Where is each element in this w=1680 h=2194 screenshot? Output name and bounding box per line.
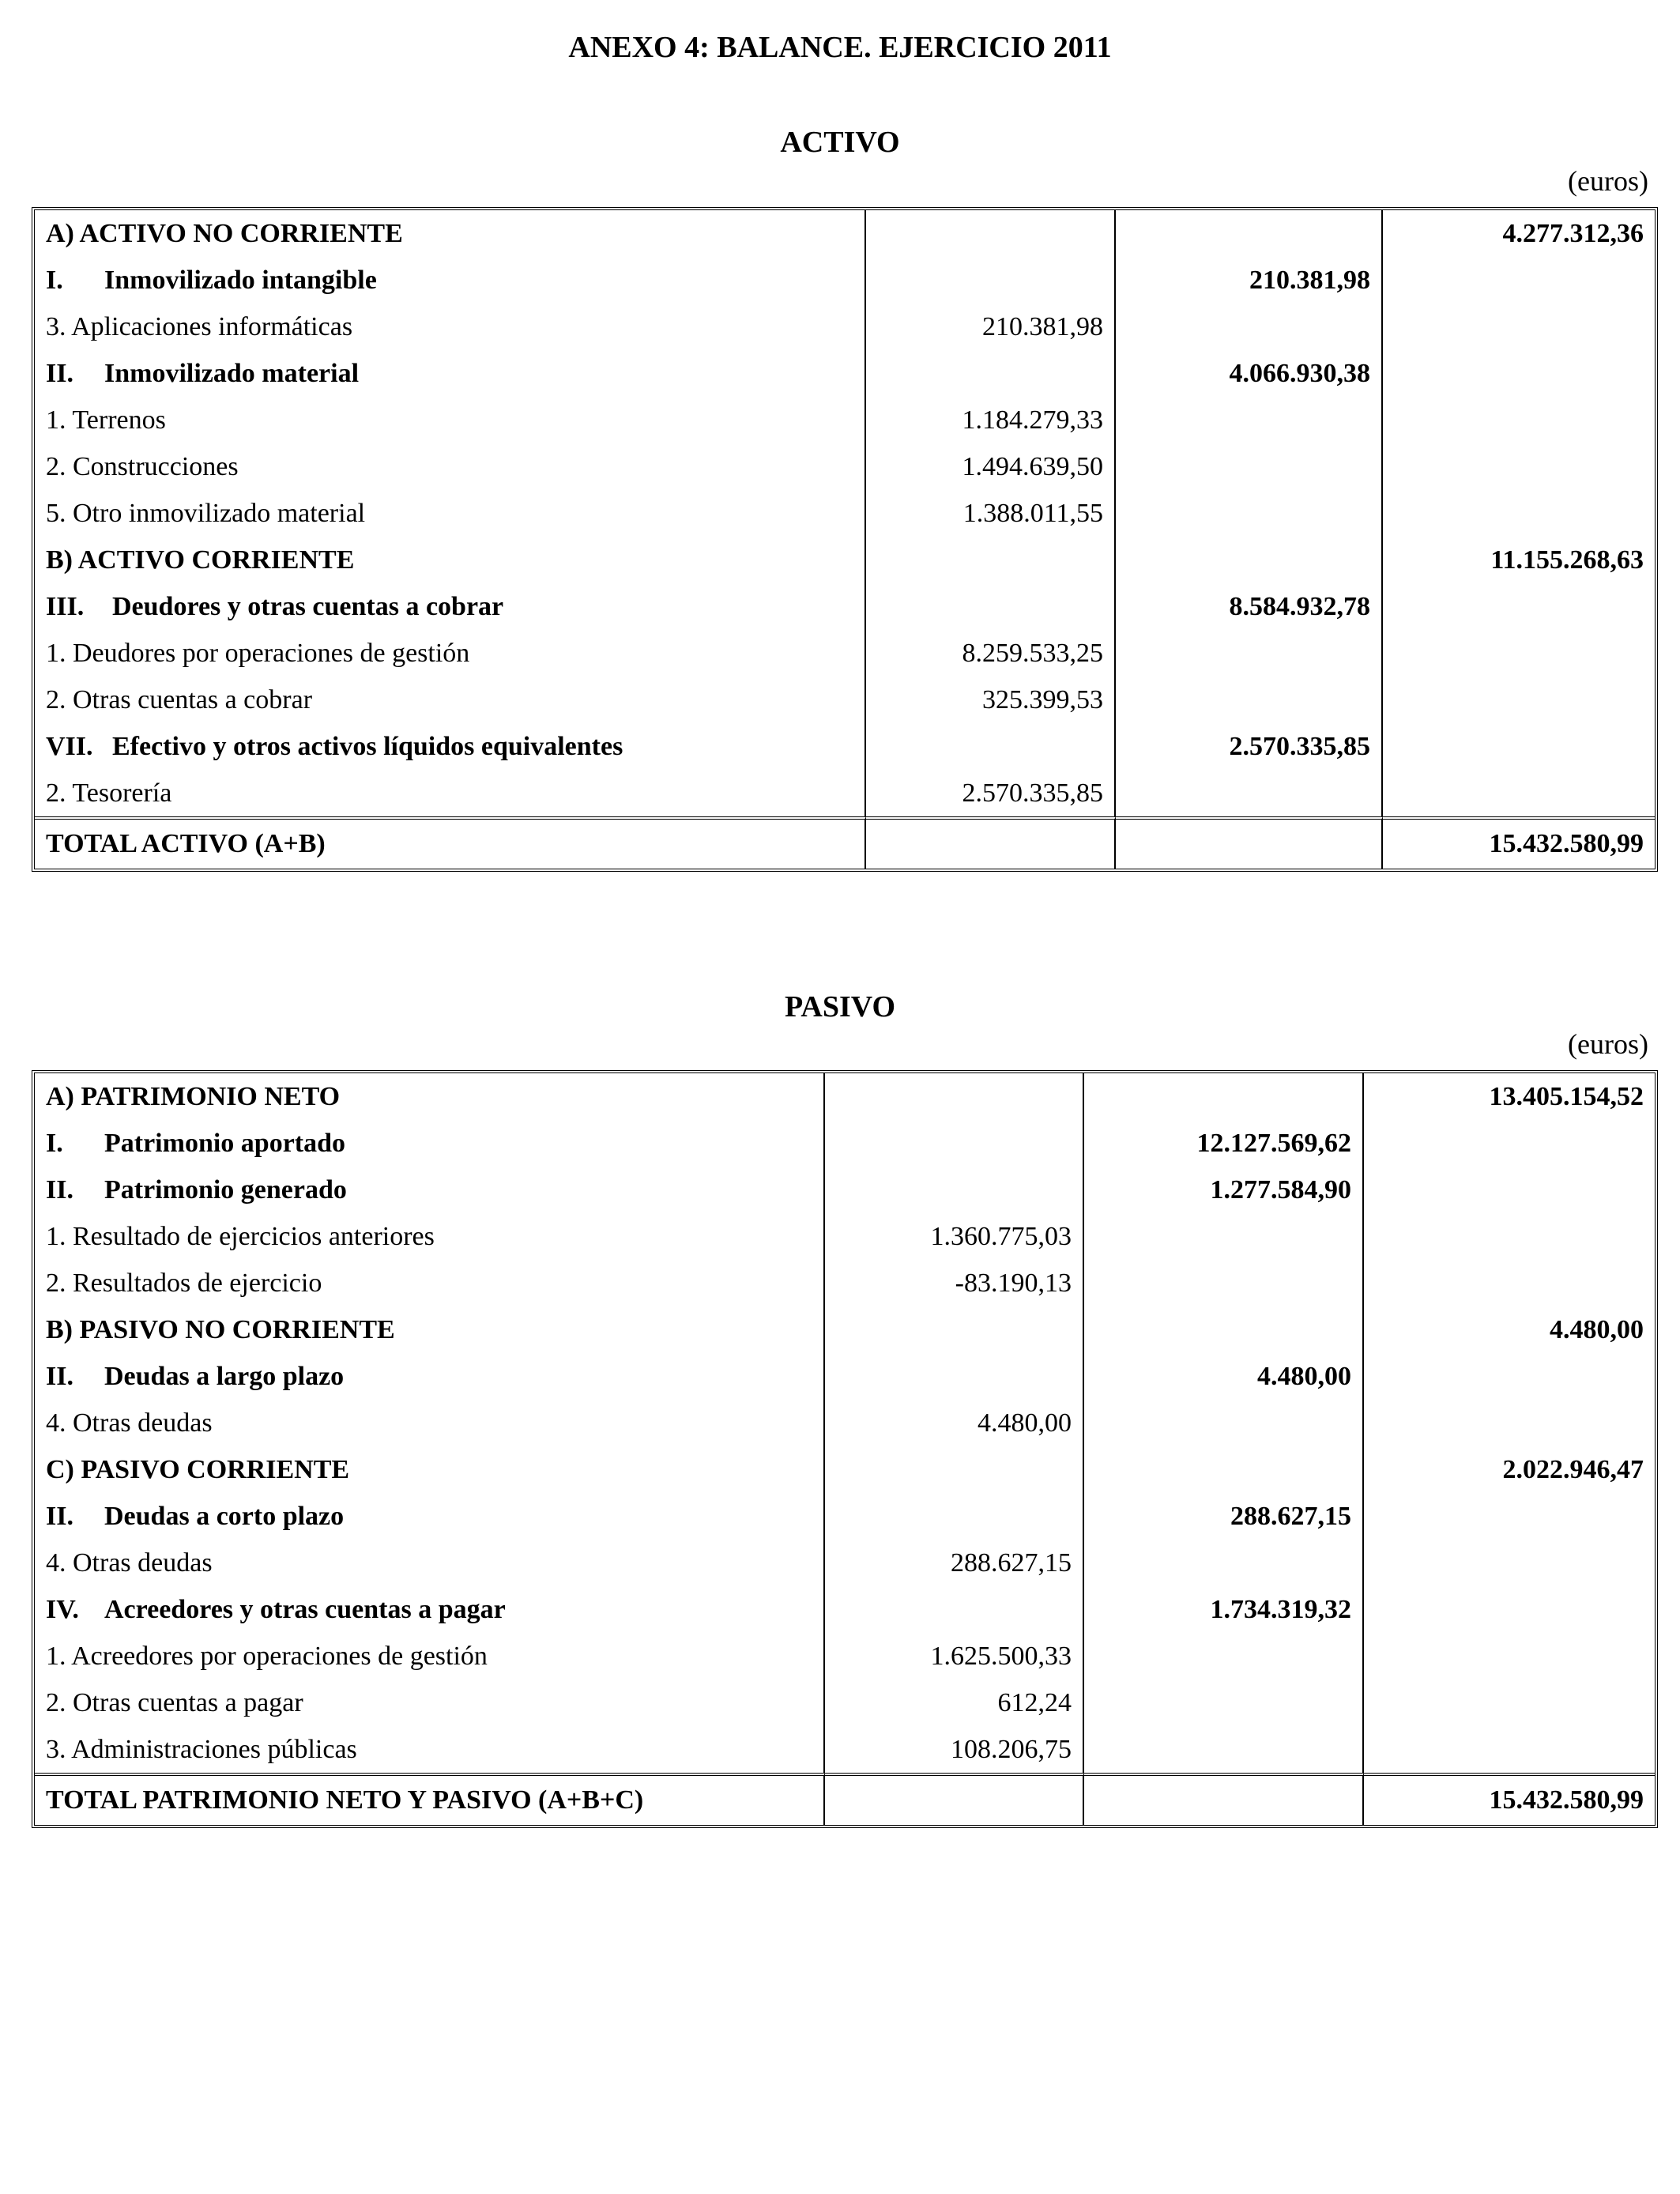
activo-heading: ACTIVO	[780, 126, 900, 159]
amount-col1: 2.570.335,85	[866, 770, 1116, 816]
table-row	[35, 1400, 1655, 1446]
table-row	[35, 257, 1655, 303]
amount-col3	[1364, 1726, 1655, 1773]
row-label	[35, 677, 866, 723]
table-row	[35, 770, 1655, 816]
table-row	[35, 1493, 1655, 1540]
row-label	[35, 723, 866, 770]
amount-col1: 1.625.500,33	[825, 1633, 1084, 1679]
item-label: 1. Acreedores por operaciones de gestión	[46, 1641, 488, 1671]
table-row	[35, 210, 1655, 257]
table-row	[35, 630, 1655, 677]
amount-col1	[825, 1493, 1084, 1540]
activo-table-body	[35, 210, 1655, 869]
amount-col3	[1364, 1167, 1655, 1213]
roman-numeral: I.	[46, 265, 63, 295]
amount-col2: 8.584.932,78	[1116, 583, 1383, 630]
pasivo-heading: PASIVO	[785, 990, 895, 1023]
amount-col3	[1364, 1540, 1655, 1586]
amount-col2	[1084, 1260, 1364, 1306]
item-label: 1. Terrenos	[46, 405, 166, 435]
total-amount: 15.432.580,99	[1383, 816, 1655, 869]
amount-col2: 4.066.930,38	[1116, 350, 1383, 397]
item-label: 1. Deudores por operaciones de gestión	[46, 638, 470, 668]
row-label	[35, 1446, 825, 1493]
amount-col1	[825, 1353, 1084, 1400]
amount-col3: 4.480,00	[1550, 1314, 1644, 1344]
row-label	[35, 1679, 825, 1726]
amount-col1: 4.480,00	[825, 1400, 1084, 1446]
row-label	[35, 350, 866, 397]
amount-col3	[1383, 630, 1655, 677]
amount-col3	[1364, 1260, 1655, 1306]
subsection-label: Patrimonio aportado	[104, 1128, 346, 1158]
row-label	[35, 1306, 825, 1353]
section-label: B) ACTIVO CORRIENTE	[46, 545, 355, 575]
amount-col2	[1116, 677, 1383, 723]
table-row	[35, 397, 1655, 443]
total-empty-cell	[1116, 816, 1383, 869]
subsection-label: Acreedores y otras cuentas a pagar	[104, 1594, 506, 1624]
item-label: 2. Otras cuentas a cobrar	[46, 684, 313, 714]
roman-numeral: II.	[46, 1501, 73, 1531]
amount-col3: 13.405.154,52	[1489, 1081, 1644, 1111]
subsection-label: Deudores y otras cuentas a cobrar	[112, 591, 504, 621]
item-label: 5. Otro inmovilizado material	[46, 498, 366, 528]
amount-col1	[866, 257, 1116, 303]
amount-col1	[866, 350, 1116, 397]
row-label	[35, 1400, 825, 1446]
roman-numeral: II.	[46, 1361, 73, 1391]
item-label: 2. Otras cuentas a pagar	[46, 1687, 303, 1717]
amount-col2: 210.381,98	[1116, 257, 1383, 303]
row-label	[35, 630, 866, 677]
section-label: B) PASIVO NO CORRIENTE	[46, 1314, 395, 1344]
roman-numeral: II.	[46, 358, 73, 388]
amount-col2: 4.480,00	[1084, 1353, 1364, 1400]
item-label: 1. Resultado de ejercicios anteriores	[46, 1221, 435, 1251]
table-row	[35, 1586, 1655, 1633]
total-amount: 15.432.580,99	[1364, 1773, 1655, 1825]
amount-col3: 4.277.312,36	[1502, 218, 1644, 248]
subsection-label: Inmovilizado intangible	[104, 265, 377, 295]
amount-col1: 1.360.775,03	[825, 1213, 1084, 1260]
table-row	[35, 723, 1655, 770]
total-row	[35, 816, 1655, 869]
table-row	[35, 350, 1655, 397]
item-label: 2. Tesorería	[46, 778, 172, 808]
amount-col3	[1364, 1679, 1655, 1726]
roman-numeral: IV.	[46, 1594, 79, 1624]
table-row	[35, 1306, 1655, 1353]
total-empty-cell	[1084, 1773, 1364, 1825]
roman-numeral: I.	[46, 1128, 63, 1158]
table-row	[35, 1633, 1655, 1679]
total-row	[35, 1773, 1655, 1825]
row-label	[35, 770, 866, 816]
item-label: 3. Administraciones públicas	[46, 1734, 357, 1764]
subsection-label: Patrimonio generado	[104, 1174, 347, 1204]
amount-col1	[825, 1306, 1084, 1353]
amount-col2	[1084, 1446, 1364, 1493]
table-row	[35, 1726, 1655, 1773]
row-label	[35, 583, 866, 630]
amount-col2	[1084, 1073, 1364, 1120]
amount-col3	[1364, 1213, 1655, 1260]
row-label	[35, 443, 866, 490]
table-row	[35, 1446, 1655, 1493]
amount-col1: 1.388.011,55	[866, 490, 1116, 537]
amount-col3	[1383, 490, 1655, 537]
amount-col2	[1116, 490, 1383, 537]
row-label	[35, 1167, 825, 1213]
amount-col1: -83.190,13	[825, 1260, 1084, 1306]
table-row	[35, 583, 1655, 630]
amount-col1: 108.206,75	[825, 1726, 1084, 1773]
row-label	[35, 210, 866, 257]
total-label: TOTAL ACTIVO (A+B)	[35, 816, 866, 869]
subsection-label: Inmovilizado material	[104, 358, 360, 388]
amount-col2	[1084, 1726, 1364, 1773]
row-label	[35, 1586, 825, 1633]
amount-col2	[1084, 1400, 1364, 1446]
amount-col1	[825, 1586, 1084, 1633]
table-row	[35, 1167, 1655, 1213]
row-label	[35, 1540, 825, 1586]
amount-col2	[1116, 303, 1383, 350]
roman-numeral: II.	[46, 1174, 73, 1204]
row-label	[35, 490, 866, 537]
subsection-label: Deudas a largo plazo	[104, 1361, 345, 1391]
table-row	[35, 1073, 1655, 1120]
amount-col1: 288.627,15	[825, 1540, 1084, 1586]
amount-col2	[1084, 1213, 1364, 1260]
amount-col3	[1364, 1120, 1655, 1167]
amount-col1	[866, 583, 1116, 630]
total-empty-cell	[866, 816, 1116, 869]
amount-col1	[866, 537, 1116, 583]
item-label: 4. Otras deudas	[46, 1547, 213, 1578]
section-label: A) PATRIMONIO NETO	[46, 1081, 341, 1111]
row-label	[35, 1726, 825, 1773]
amount-col1: 1.494.639,50	[866, 443, 1116, 490]
activo-unit-label: (euros)	[1568, 165, 1648, 197]
table-row	[35, 303, 1655, 350]
amount-col3	[1383, 397, 1655, 443]
amount-col2: 288.627,15	[1084, 1493, 1364, 1540]
amount-col1: 210.381,98	[866, 303, 1116, 350]
table-row	[35, 1120, 1655, 1167]
table-row	[35, 1679, 1655, 1726]
amount-col2: 1.734.319,32	[1084, 1586, 1364, 1633]
row-label	[35, 303, 866, 350]
item-label: 2. Resultados de ejercicio	[46, 1268, 322, 1298]
amount-col2: 2.570.335,85	[1116, 723, 1383, 770]
table-row	[35, 490, 1655, 537]
item-label: 2. Construcciones	[46, 451, 239, 481]
amount-col2	[1084, 1540, 1364, 1586]
activo-table	[32, 207, 1658, 872]
row-label	[35, 1213, 825, 1260]
amount-col1	[866, 723, 1116, 770]
table-row	[35, 537, 1655, 583]
item-label: 3. Aplicaciones informáticas	[46, 311, 353, 341]
page-title: ANEXO 4: BALANCE. EJERCICIO 2011	[568, 31, 1112, 64]
amount-col2	[1116, 630, 1383, 677]
amount-col3	[1364, 1633, 1655, 1679]
amount-col3: 2.022.946,47	[1502, 1454, 1644, 1484]
amount-col3	[1383, 583, 1655, 630]
row-label	[35, 1633, 825, 1679]
table-row	[35, 1213, 1655, 1260]
amount-col2: 1.277.584,90	[1084, 1167, 1364, 1213]
table-row	[35, 443, 1655, 490]
amount-col3	[1383, 677, 1655, 723]
section-label: A) ACTIVO NO CORRIENTE	[46, 218, 403, 248]
amount-col3	[1364, 1400, 1655, 1446]
amount-col3	[1383, 443, 1655, 490]
amount-col3	[1364, 1353, 1655, 1400]
amount-col1	[825, 1120, 1084, 1167]
amount-col2	[1116, 397, 1383, 443]
pasivo-table	[32, 1070, 1658, 1828]
amount-col3	[1364, 1493, 1655, 1540]
table-row	[35, 1540, 1655, 1586]
amount-col1: 1.184.279,33	[866, 397, 1116, 443]
row-label	[35, 397, 866, 443]
amount-col3	[1383, 257, 1655, 303]
total-empty-cell	[825, 1773, 1084, 1825]
amount-col1	[825, 1446, 1084, 1493]
row-label	[35, 1353, 825, 1400]
amount-col3: 11.155.268,63	[1490, 545, 1644, 575]
amount-col3	[1383, 303, 1655, 350]
subsection-label: Deudas a corto plazo	[104, 1501, 345, 1531]
amount-col1	[825, 1167, 1084, 1213]
amount-col1: 8.259.533,25	[866, 630, 1116, 677]
table-row	[35, 1353, 1655, 1400]
amount-col1: 325.399,53	[866, 677, 1116, 723]
amount-col2	[1116, 210, 1383, 257]
amount-col3	[1364, 1586, 1655, 1633]
total-label: TOTAL PATRIMONIO NETO Y PASIVO (A+B+C)	[35, 1773, 825, 1825]
roman-numeral: III.	[46, 591, 85, 621]
amount-col2	[1116, 537, 1383, 583]
item-label: 4. Otras deudas	[46, 1408, 213, 1438]
amount-col1: 612,24	[825, 1679, 1084, 1726]
row-label	[35, 1120, 825, 1167]
amount-col2	[1116, 770, 1383, 816]
amount-col1	[866, 210, 1116, 257]
amount-col2	[1084, 1679, 1364, 1726]
amount-col2	[1084, 1633, 1364, 1679]
row-label	[35, 257, 866, 303]
amount-col2	[1084, 1306, 1364, 1353]
pasivo-table-body	[35, 1073, 1655, 1825]
subsection-label: Efectivo y otros activos líquidos equivalentes	[112, 731, 623, 761]
amount-col3	[1383, 770, 1655, 816]
row-label	[35, 537, 866, 583]
amount-col2	[1116, 443, 1383, 490]
row-label	[35, 1073, 825, 1120]
row-label	[35, 1493, 825, 1540]
amount-col3	[1383, 350, 1655, 397]
table-row	[35, 1260, 1655, 1306]
roman-numeral: VII.	[46, 731, 93, 761]
section-label: C) PASIVO CORRIENTE	[46, 1454, 350, 1484]
row-label	[35, 1260, 825, 1306]
table-row	[35, 677, 1655, 723]
amount-col2: 12.127.569,62	[1084, 1120, 1364, 1167]
amount-col1	[825, 1073, 1084, 1120]
pasivo-unit-label: (euros)	[1568, 1028, 1648, 1060]
amount-col3	[1383, 723, 1655, 770]
